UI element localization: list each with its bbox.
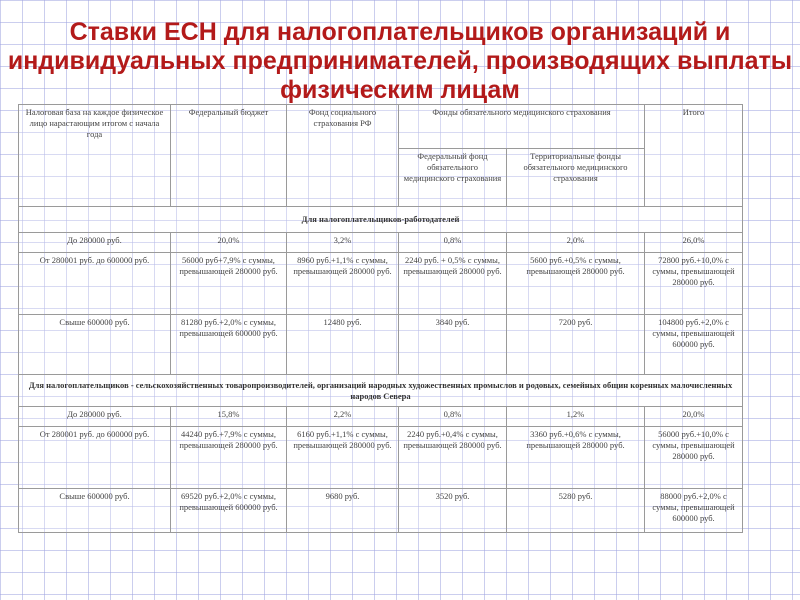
cell-territorial-medical: 3360 руб.+0,6% с суммы, превышающей 280000 руб. (507, 427, 645, 489)
cell-base: От 280001 руб. до 600000 руб. (19, 253, 171, 315)
cell-federal-medical: 3520 руб. (399, 489, 507, 533)
header-territorial-medical-funds: Территориальные фонды обязательного медицинского страхования (507, 149, 645, 207)
cell-territorial-medical: 2,0% (507, 233, 645, 253)
section-title-employers: Для налогоплательщиков-работодателей (19, 207, 743, 233)
header-medical-funds: Фонды обязательного медицинского страхования (399, 105, 645, 149)
cell-territorial-medical: 5600 руб.+0,5% с суммы, превышающей 280000 руб. (507, 253, 645, 315)
cell-territorial-medical: 5280 руб. (507, 489, 645, 533)
table-row (19, 407, 743, 427)
cell-total: 26,0% (645, 233, 743, 253)
cell-base: До 280000 руб. (19, 407, 171, 427)
cell-social-fund: 9680 руб. (287, 489, 399, 533)
cell-social-fund: 12480 руб. (287, 315, 399, 375)
cell-federal-budget: 56000 руб+7,9% с суммы, превышающей 280000 руб. (171, 253, 287, 315)
cell-base: До 280000 руб. (19, 233, 171, 253)
cell-federal-budget: 44240 руб.+7,9% с суммы, превышающей 280000 руб. (171, 427, 287, 489)
cell-federal-medical: 2240 руб.+0,4% с суммы, превышающей 280000 руб. (399, 427, 507, 489)
cell-social-fund: 8960 руб.+1,1% с суммы, превышающей 280000 руб. (287, 253, 399, 315)
cell-total: 72800 руб.+10,0% с суммы, превышающей 280000 руб. (645, 253, 743, 315)
header-federal-budget: Федеральный бюджет (171, 105, 287, 207)
cell-total: 20,0% (645, 407, 743, 427)
cell-federal-budget: 15,8% (171, 407, 287, 427)
cell-federal-budget: 20,0% (171, 233, 287, 253)
esn-rates-table (18, 104, 743, 533)
cell-federal-medical: 3840 руб. (399, 315, 507, 375)
cell-total: 88000 руб.+2,0% с суммы, превышающей 600000 руб. (645, 489, 743, 533)
cell-total: 56000 руб.+10,0% с суммы, превышающей 280000 руб. (645, 427, 743, 489)
slide-title: Ставки ЕСН для налогоплательщиков организаций и индивидуальных предпринимателей, производящих выплаты физическим лицам (7, 18, 793, 104)
table-row (19, 489, 743, 533)
cell-social-fund: 3,2% (287, 233, 399, 253)
cell-social-fund: 2,2% (287, 407, 399, 427)
table-row (19, 253, 743, 315)
section-row (19, 207, 743, 233)
cell-federal-budget: 69520 руб.+2,0% с суммы, превышающей 600000 руб. (171, 489, 287, 533)
section-title-agricultural: Для налогоплательщиков - сельскохозяйственных товаропроизводителей, организаций народных художественных промыслов и родовых, семейных общин коренных малочисленных народов Севера (19, 375, 743, 407)
cell-total: 104800 руб.+2,0% с суммы, превышающей 600000 руб. (645, 315, 743, 375)
table-header-row (19, 105, 743, 149)
table-row (19, 233, 743, 253)
cell-federal-medical: 0,8% (399, 233, 507, 253)
cell-federal-medical: 0,8% (399, 407, 507, 427)
cell-base: Свыше 600000 руб. (19, 315, 171, 375)
header-social-fund: Фонд социального страхования РФ (287, 105, 399, 207)
section-row (19, 375, 743, 407)
cell-base: От 280001 руб. до 600000 руб. (19, 427, 171, 489)
cell-social-fund: 6160 руб.+1,1% с суммы, превышающей 280000 руб. (287, 427, 399, 489)
cell-federal-budget: 81280 руб.+2,0% с суммы, превышающей 600000 руб. (171, 315, 287, 375)
header-federal-medical-fund: Федеральный фонд обязательного медицинского страхования (399, 149, 507, 207)
cell-base: Свыше 600000 руб. (19, 489, 171, 533)
cell-territorial-medical: 1,2% (507, 407, 645, 427)
header-total: Итого (645, 105, 743, 207)
header-tax-base: Налоговая база на каждое физическое лицо нарастающим итогом с начала года (19, 105, 171, 207)
cell-territorial-medical: 7200 руб. (507, 315, 645, 375)
table-row (19, 427, 743, 489)
cell-federal-medical: 2240 руб. + 0,5% с суммы, превышающей 280000 руб. (399, 253, 507, 315)
table-row (19, 315, 743, 375)
